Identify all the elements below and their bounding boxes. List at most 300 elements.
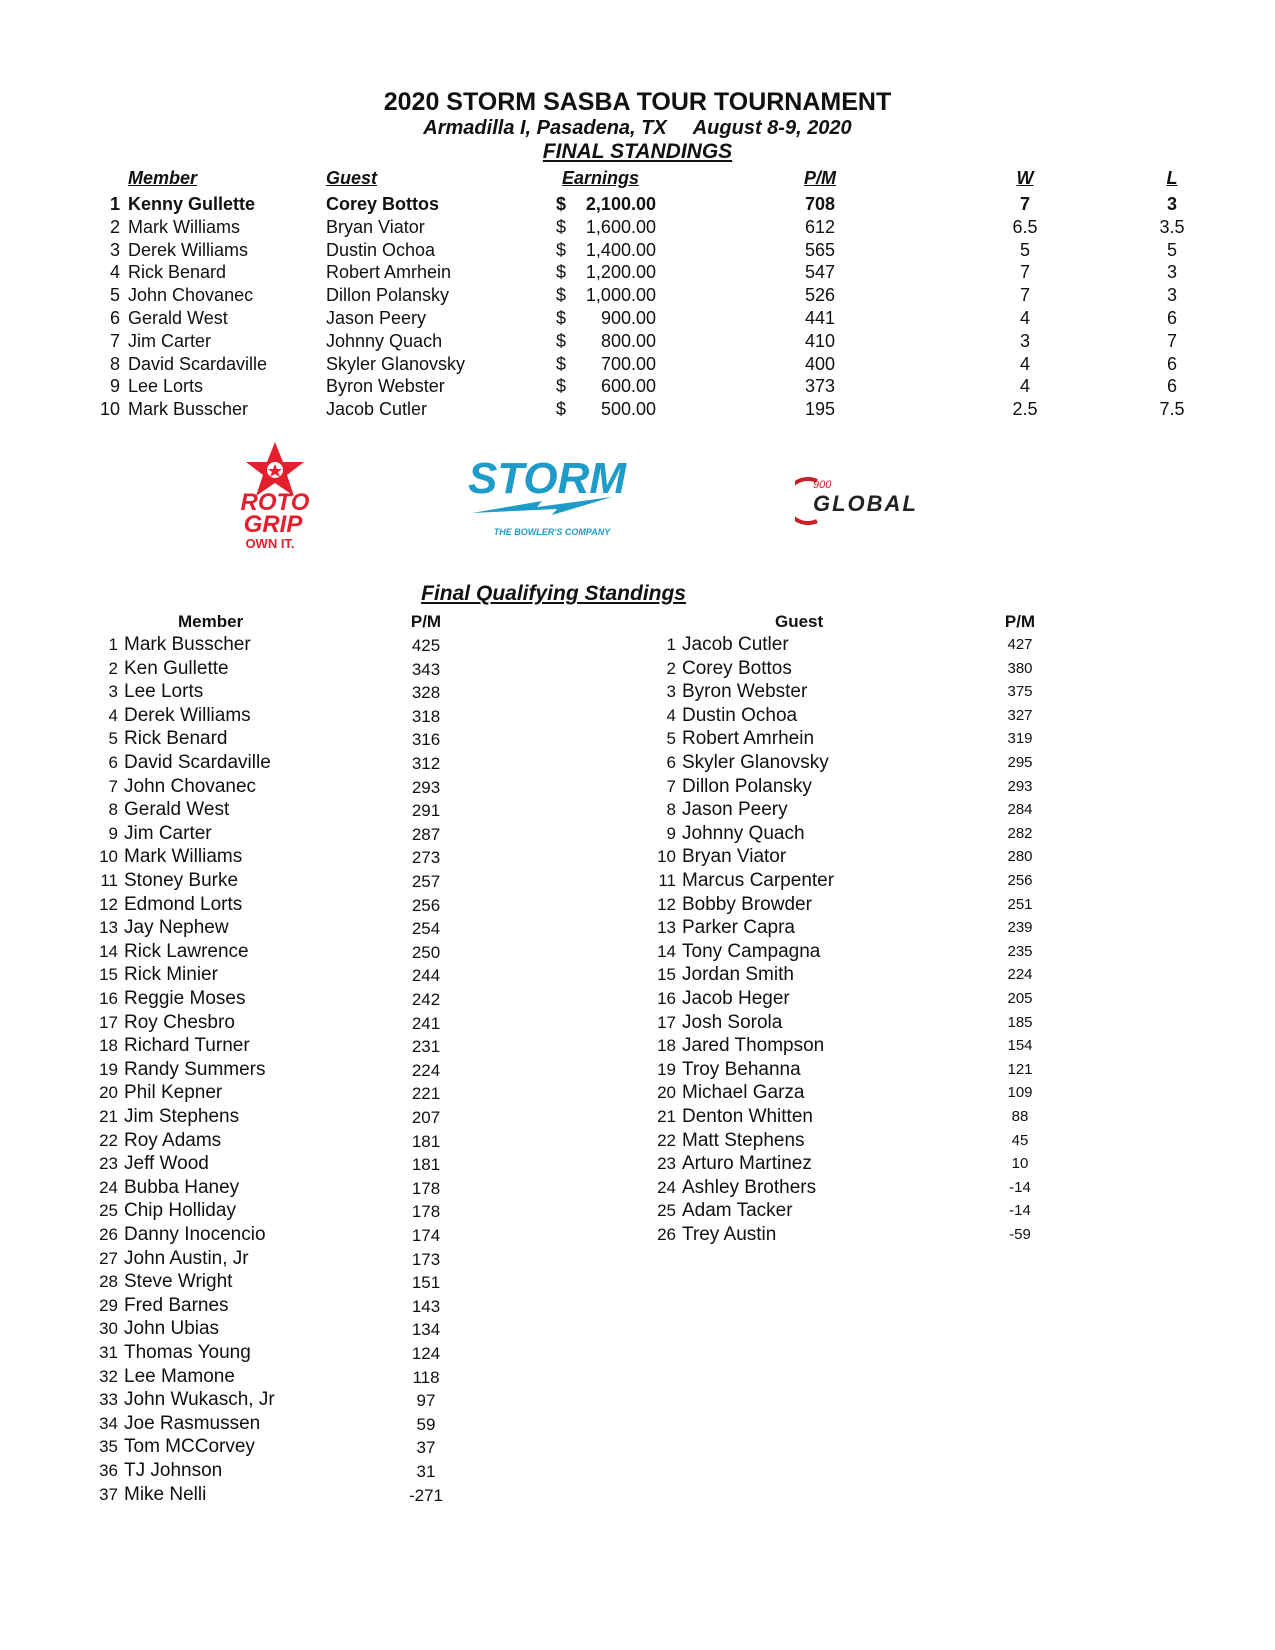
list-name: John Wukasch, Jr bbox=[124, 1389, 275, 1411]
member-list-item bbox=[92, 1413, 260, 1436]
list-pm: 316 bbox=[411, 730, 441, 750]
list-pm: 328 bbox=[411, 683, 441, 703]
list-name: Troy Behanna bbox=[682, 1058, 801, 1080]
list-name: Steve Wright bbox=[124, 1271, 233, 1293]
guest-list-item bbox=[650, 846, 786, 869]
list-name: John Austin, Jr bbox=[124, 1247, 249, 1269]
list-rank: 15 bbox=[657, 965, 676, 985]
list-rank: 7 bbox=[666, 776, 676, 796]
final-earnings: 900.00 bbox=[600, 308, 656, 328]
list-name: Rick Benard bbox=[124, 728, 228, 750]
list-name: Richard Turner bbox=[124, 1035, 250, 1057]
final-pm: 373 bbox=[804, 376, 836, 397]
rotogrip-star-icon bbox=[210, 440, 340, 550]
list-pm: 251 bbox=[1007, 895, 1033, 913]
list-name: Jim Stephens bbox=[124, 1106, 240, 1127]
guest-list-item bbox=[650, 681, 807, 704]
list-name: TJ Johnson bbox=[124, 1460, 223, 1481]
member-list-item bbox=[92, 846, 242, 869]
list-rank: 5 bbox=[108, 729, 118, 749]
list-pm: 231 bbox=[411, 1037, 441, 1057]
list-rank: 14 bbox=[99, 941, 118, 961]
member-list-item bbox=[92, 1106, 239, 1129]
event-subtitle bbox=[0, 117, 1275, 140]
final-earnings: 2,100.00 bbox=[585, 194, 656, 214]
guest-list-item bbox=[650, 1177, 816, 1200]
list-pm: -14 bbox=[1009, 1178, 1031, 1196]
guest-list-item bbox=[650, 1106, 813, 1129]
member-list-item bbox=[92, 1200, 236, 1223]
list-pm: 88 bbox=[1011, 1108, 1029, 1125]
list-pm: 205 bbox=[1007, 990, 1033, 1007]
list-rank: 6 bbox=[108, 753, 118, 772]
list-pm: 224 bbox=[411, 1060, 441, 1080]
list-pm: -14 bbox=[1009, 1202, 1031, 1220]
list-pm: 327 bbox=[1007, 706, 1033, 724]
list-name: Jeff Wood bbox=[124, 1153, 209, 1175]
list-rank: 3 bbox=[666, 682, 676, 702]
final-rank: 5 bbox=[109, 285, 120, 306]
member-list-item bbox=[92, 1436, 255, 1459]
final-standings-row bbox=[0, 308, 1275, 331]
list-name: Jay Nephew bbox=[124, 917, 229, 939]
list-rank: 22 bbox=[99, 1130, 118, 1150]
qual-header-member: Member bbox=[178, 612, 244, 631]
list-rank: 31 bbox=[99, 1343, 118, 1362]
final-standings-row bbox=[0, 354, 1275, 377]
list-name: Skyler Glanovsky bbox=[682, 752, 829, 773]
list-rank: 24 bbox=[99, 1177, 118, 1197]
header-l: L bbox=[1166, 168, 1178, 188]
rotogrip-tagline: OWN IT. bbox=[245, 536, 295, 550]
guest-list-item bbox=[650, 1224, 776, 1247]
member-list-item bbox=[92, 1012, 235, 1035]
list-rank: 30 bbox=[99, 1319, 118, 1339]
final-losses: 3.5 bbox=[1159, 216, 1185, 237]
member-list-item bbox=[92, 988, 245, 1011]
final-guest: Jacob Cutler bbox=[326, 399, 428, 420]
list-name: Jordan Smith bbox=[682, 964, 794, 986]
final-standings-row bbox=[0, 240, 1275, 263]
currency-symbol: $ bbox=[556, 262, 567, 283]
list-pm: 207 bbox=[411, 1108, 441, 1127]
member-list-item bbox=[92, 1248, 249, 1271]
guest-list-item bbox=[650, 658, 792, 681]
member-list-item bbox=[92, 894, 242, 917]
final-member: Derek Williams bbox=[128, 239, 249, 260]
list-rank: 5 bbox=[666, 729, 676, 749]
list-pm: 121 bbox=[1007, 1060, 1033, 1078]
final-losses: 6 bbox=[1166, 308, 1177, 328]
list-pm: 181 bbox=[411, 1155, 441, 1175]
list-rank: 7 bbox=[108, 776, 118, 796]
list-rank: 33 bbox=[99, 1390, 118, 1410]
final-guest: Jason Peery bbox=[326, 308, 427, 328]
member-list-item bbox=[92, 634, 251, 657]
final-standings-row bbox=[0, 376, 1275, 399]
list-name: John Chovanec bbox=[124, 775, 257, 797]
list-rank: 19 bbox=[657, 1059, 676, 1079]
header-earnings: Earnings bbox=[562, 168, 640, 188]
final-pm: 441 bbox=[804, 308, 836, 328]
list-name: Matt Stephens bbox=[682, 1129, 805, 1151]
final-earnings: 500.00 bbox=[600, 399, 656, 420]
final-rank: 7 bbox=[109, 330, 120, 351]
list-name: Parker Capra bbox=[682, 917, 795, 939]
list-name: Chip Holliday bbox=[124, 1200, 236, 1222]
list-rank: 4 bbox=[666, 705, 676, 725]
list-pm: 295 bbox=[1007, 754, 1033, 771]
final-losses: 5 bbox=[1166, 239, 1177, 260]
final-guest: Corey Bottos bbox=[326, 194, 440, 214]
final-guest: Skyler Glanovsky bbox=[326, 353, 466, 374]
list-name: Bubba Haney bbox=[124, 1176, 240, 1198]
list-rank: 16 bbox=[99, 989, 118, 1008]
final-losses: 3 bbox=[1166, 262, 1177, 283]
list-pm: 250 bbox=[411, 942, 441, 962]
list-name: Jared Thompson bbox=[682, 1035, 825, 1057]
list-pm: 287 bbox=[411, 824, 441, 844]
currency-symbol: $ bbox=[556, 376, 567, 397]
final-rank: 6 bbox=[109, 308, 120, 328]
guest-list-item bbox=[650, 870, 834, 893]
member-list-item bbox=[92, 1059, 266, 1082]
guest-list-item bbox=[650, 1035, 824, 1058]
list-pm: 312 bbox=[411, 754, 441, 773]
final-wins: 4 bbox=[1019, 308, 1030, 328]
list-name: Lee Mamone bbox=[124, 1365, 235, 1387]
list-rank: 25 bbox=[657, 1201, 676, 1221]
guest-list-item bbox=[650, 1130, 805, 1153]
final-rank: 9 bbox=[109, 376, 120, 397]
qual-header-member-pm: P/M bbox=[410, 612, 442, 631]
list-pm: 173 bbox=[411, 1249, 441, 1269]
member-list-item bbox=[92, 705, 251, 728]
list-name: Derek Williams bbox=[124, 704, 251, 726]
list-rank: 9 bbox=[666, 823, 676, 843]
member-list-item bbox=[92, 1035, 250, 1058]
global-900-logo bbox=[795, 475, 955, 525]
list-pm: 254 bbox=[411, 919, 441, 939]
currency-symbol: $ bbox=[556, 308, 567, 328]
list-name: Fred Barnes bbox=[124, 1294, 229, 1316]
list-pm: 45 bbox=[1011, 1131, 1029, 1149]
guest-list-item bbox=[650, 1200, 793, 1223]
guest-list-item bbox=[650, 988, 790, 1011]
final-pm: 400 bbox=[804, 353, 836, 374]
list-name: Rick Minier bbox=[124, 964, 218, 986]
member-list-item bbox=[92, 681, 203, 704]
member-list-item bbox=[92, 964, 218, 987]
guest-list-item bbox=[650, 799, 788, 822]
list-name: Tom MCCorvey bbox=[124, 1436, 255, 1458]
list-pm: 174 bbox=[411, 1226, 441, 1245]
list-name: Roy Adams bbox=[124, 1129, 222, 1151]
currency-symbol: $ bbox=[556, 285, 567, 306]
list-pm: 425 bbox=[411, 636, 441, 655]
list-pm: 284 bbox=[1007, 801, 1033, 819]
final-standings-row bbox=[0, 217, 1275, 240]
rotogrip-line1: ROTO bbox=[240, 489, 310, 516]
final-guest: Dustin Ochoa bbox=[326, 239, 436, 260]
guest-list-item bbox=[650, 941, 820, 964]
list-name: Bobby Browder bbox=[682, 893, 812, 915]
list-name: Bryan Viator bbox=[682, 846, 787, 868]
list-pm: 118 bbox=[412, 1367, 440, 1387]
list-name: Corey Bottos bbox=[682, 657, 792, 679]
qual-header-guest-pm: P/M bbox=[1004, 612, 1036, 631]
list-name: Jacob Cutler bbox=[682, 634, 789, 655]
list-pm: 151 bbox=[411, 1273, 441, 1293]
rotogrip-line2: GRIP bbox=[243, 511, 303, 538]
list-name: Randy Summers bbox=[124, 1058, 266, 1080]
list-pm: 221 bbox=[411, 1084, 441, 1104]
list-pm: 37 bbox=[416, 1438, 436, 1458]
list-rank: 3 bbox=[108, 682, 118, 702]
list-rank: 2 bbox=[108, 658, 118, 678]
final-guest: Robert Amrhein bbox=[326, 262, 452, 283]
member-list-item bbox=[92, 1342, 251, 1365]
final-losses: 6 bbox=[1166, 376, 1177, 397]
list-rank: 8 bbox=[108, 800, 118, 820]
list-name: Ken Gullette bbox=[124, 657, 229, 679]
final-rank: 1 bbox=[109, 194, 120, 214]
member-list-item bbox=[92, 941, 249, 964]
list-pm: 241 bbox=[411, 1013, 441, 1033]
list-rank: 6 bbox=[666, 753, 676, 772]
member-list-item bbox=[92, 1082, 222, 1105]
final-guest: Dillon Polansky bbox=[326, 285, 450, 306]
final-standings-row bbox=[0, 331, 1275, 354]
currency-symbol: $ bbox=[556, 194, 567, 214]
list-pm: 427 bbox=[1007, 636, 1033, 653]
final-member: Lee Lorts bbox=[128, 376, 204, 397]
member-list-item bbox=[92, 1153, 209, 1176]
list-name: Tony Campagna bbox=[682, 940, 821, 962]
list-name: Gerald West bbox=[124, 799, 230, 821]
list-name: Phil Kepner bbox=[124, 1082, 223, 1104]
list-name: Mark Busscher bbox=[124, 634, 251, 655]
list-name: Stoney Burke bbox=[124, 870, 239, 891]
list-pm: 181 bbox=[411, 1131, 441, 1151]
member-list-item bbox=[92, 776, 256, 799]
list-rank: 23 bbox=[99, 1154, 118, 1174]
list-rank: 34 bbox=[99, 1413, 118, 1433]
list-name: Reggie Moses bbox=[124, 988, 246, 1009]
final-rank: 8 bbox=[109, 353, 120, 374]
list-rank: 20 bbox=[99, 1083, 118, 1103]
list-rank: 24 bbox=[657, 1177, 676, 1197]
final-guest: Bryan Viator bbox=[326, 216, 425, 237]
member-list-item bbox=[92, 1130, 221, 1153]
list-rank: 27 bbox=[99, 1248, 118, 1268]
final-member: David Scardaville bbox=[128, 353, 268, 374]
list-rank: 23 bbox=[657, 1154, 676, 1174]
list-rank: 11 bbox=[100, 871, 118, 890]
list-pm: 178 bbox=[411, 1202, 441, 1222]
list-rank: 26 bbox=[99, 1225, 118, 1244]
currency-symbol: $ bbox=[556, 399, 567, 420]
list-pm: 280 bbox=[1007, 848, 1033, 866]
list-pm: 235 bbox=[1007, 942, 1033, 960]
storm-logo bbox=[462, 443, 632, 543]
final-guest: Johnny Quach bbox=[326, 330, 443, 351]
list-name: Lee Lorts bbox=[124, 681, 204, 703]
list-pm: 10 bbox=[1011, 1155, 1029, 1173]
final-pm: 708 bbox=[804, 194, 836, 214]
currency-symbol: $ bbox=[556, 330, 567, 351]
final-standings-row bbox=[0, 262, 1275, 285]
final-wins: 7 bbox=[1019, 194, 1030, 214]
list-pm: 97 bbox=[416, 1391, 436, 1411]
storm-tagline: THE BOWLER'S COMPANY bbox=[493, 527, 611, 537]
list-name: Jacob Heger bbox=[682, 988, 790, 1009]
guest-list-item bbox=[650, 752, 829, 775]
header-guest: Guest bbox=[326, 168, 378, 188]
currency-symbol: $ bbox=[556, 216, 567, 237]
list-rank: 1 bbox=[108, 635, 118, 654]
list-pm: 143 bbox=[411, 1296, 441, 1316]
list-rank: 9 bbox=[108, 823, 118, 843]
final-wins: 7 bbox=[1019, 262, 1030, 283]
final-pm: 547 bbox=[804, 262, 836, 283]
list-pm: 257 bbox=[411, 872, 441, 891]
final-losses: 7 bbox=[1166, 330, 1177, 351]
list-rank: 32 bbox=[99, 1366, 118, 1386]
list-name: Robert Amrhein bbox=[682, 728, 815, 750]
member-list-item bbox=[92, 1460, 222, 1483]
final-earnings: 1,000.00 bbox=[585, 285, 656, 306]
list-name: Trey Austin bbox=[682, 1224, 777, 1245]
final-wins: 5 bbox=[1019, 239, 1030, 260]
final-rank: 3 bbox=[109, 239, 120, 260]
final-losses: 3 bbox=[1166, 194, 1177, 214]
page-title: 2020 STORM SASBA TOUR TOURNAMENT bbox=[383, 88, 892, 116]
list-name: John Ubias bbox=[124, 1318, 220, 1340]
final-pm: 526 bbox=[804, 285, 836, 306]
member-list-item bbox=[92, 1366, 235, 1389]
guest-list-item bbox=[650, 823, 805, 846]
list-pm: 293 bbox=[411, 777, 441, 797]
list-name: Ashley Brothers bbox=[682, 1176, 817, 1198]
list-pm: 178 bbox=[411, 1178, 441, 1198]
list-pm: 380 bbox=[1007, 659, 1033, 677]
list-name: Rick Lawrence bbox=[124, 940, 249, 962]
list-pm: 154 bbox=[1007, 1037, 1033, 1055]
list-rank: 22 bbox=[657, 1130, 676, 1150]
list-name: Denton Whitten bbox=[682, 1106, 813, 1127]
list-pm: -59 bbox=[1009, 1226, 1031, 1243]
final-member: Mark Busscher bbox=[128, 399, 249, 420]
list-rank: 37 bbox=[99, 1484, 118, 1504]
list-rank: 12 bbox=[657, 894, 676, 914]
list-rank: 12 bbox=[99, 894, 118, 914]
list-name: Mike Nelli bbox=[124, 1483, 207, 1505]
list-rank: 10 bbox=[99, 847, 118, 867]
header-member: Member bbox=[128, 168, 198, 188]
list-name: Roy Chesbro bbox=[124, 1011, 235, 1033]
guest-list-item bbox=[650, 917, 795, 940]
list-pm: 185 bbox=[1007, 1013, 1033, 1031]
guest-list-item bbox=[650, 634, 789, 657]
final-rank: 10 bbox=[99, 399, 120, 420]
list-name: Adam Tacker bbox=[682, 1200, 793, 1222]
header-pm: P/M bbox=[803, 168, 836, 188]
list-pm: -271 bbox=[408, 1485, 444, 1505]
final-earnings: 1,200.00 bbox=[585, 262, 656, 283]
list-rank: 35 bbox=[99, 1437, 118, 1457]
guest-list-item bbox=[650, 1012, 782, 1035]
final-wins: 4 bbox=[1019, 353, 1030, 374]
list-rank: 16 bbox=[657, 989, 676, 1008]
final-earnings: 600.00 bbox=[600, 376, 656, 397]
final-pm: 410 bbox=[804, 330, 836, 351]
guest-list-item bbox=[650, 1082, 805, 1105]
final-standings-row bbox=[0, 194, 1275, 217]
list-pm: 224 bbox=[1007, 966, 1033, 984]
list-pm: 256 bbox=[411, 895, 441, 915]
member-list-item bbox=[92, 1271, 232, 1294]
storm-name: STORM bbox=[467, 454, 627, 503]
final-wins: 3 bbox=[1019, 330, 1030, 351]
list-name: Joe Rasmussen bbox=[124, 1412, 261, 1434]
list-name: Jason Peery bbox=[682, 799, 788, 821]
currency-symbol: $ bbox=[556, 239, 567, 260]
member-list-item bbox=[92, 728, 228, 751]
global-swoosh-icon bbox=[795, 475, 955, 525]
list-rank: 17 bbox=[657, 1012, 676, 1032]
list-name: Arturo Martinez bbox=[682, 1153, 812, 1175]
final-losses: 7.5 bbox=[1159, 399, 1185, 420]
list-pm: 318 bbox=[411, 706, 441, 726]
member-list-item bbox=[92, 1318, 219, 1341]
final-earnings: 700.00 bbox=[600, 353, 656, 374]
list-name: Dillon Polansky bbox=[682, 775, 812, 797]
list-pm: 134 bbox=[411, 1320, 441, 1340]
final-standings-row bbox=[0, 285, 1275, 308]
list-rank: 18 bbox=[657, 1036, 676, 1056]
list-pm: 375 bbox=[1007, 683, 1033, 701]
member-list-item bbox=[92, 658, 229, 681]
final-losses: 6 bbox=[1166, 353, 1177, 374]
final-wins: 7 bbox=[1019, 285, 1030, 306]
final-member: Kenny Gullette bbox=[128, 194, 256, 214]
list-name: Johnny Quach bbox=[682, 822, 805, 844]
list-rank: 15 bbox=[99, 965, 118, 985]
list-name: Edmond Lorts bbox=[124, 893, 243, 915]
final-wins: 2.5 bbox=[1012, 399, 1038, 420]
list-rank: 26 bbox=[657, 1225, 676, 1244]
event-dates: August 8-9, 2020 bbox=[692, 117, 852, 139]
member-list-item bbox=[92, 1295, 229, 1318]
member-list-item bbox=[92, 1389, 275, 1412]
list-rank: 20 bbox=[657, 1083, 676, 1103]
header-w: W bbox=[1016, 168, 1034, 188]
final-member: Jim Carter bbox=[128, 330, 212, 351]
currency-symbol: $ bbox=[556, 353, 567, 374]
final-member: Gerald West bbox=[128, 308, 228, 328]
list-rank: 28 bbox=[99, 1272, 118, 1292]
list-rank: 25 bbox=[99, 1201, 118, 1221]
final-rank: 2 bbox=[109, 216, 120, 237]
final-wins: 4 bbox=[1019, 376, 1030, 397]
final-losses: 3 bbox=[1166, 285, 1177, 306]
global-name: GLOBAL bbox=[813, 491, 918, 516]
list-rank: 8 bbox=[666, 800, 676, 820]
member-list-item bbox=[92, 799, 229, 822]
list-rank: 13 bbox=[99, 918, 118, 938]
list-pm: 244 bbox=[411, 966, 441, 986]
